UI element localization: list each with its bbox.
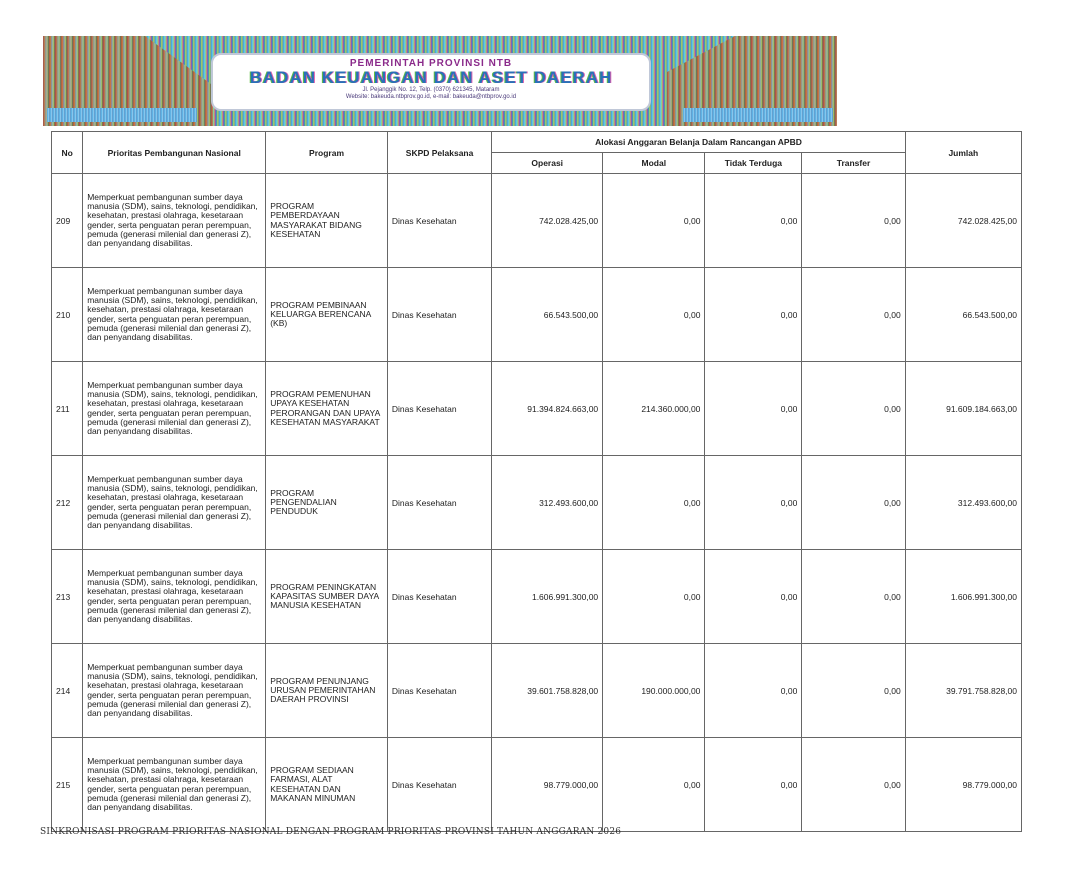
cell-prioritas: Memperkuat pembangunan sumber daya manusia (SDM), sains, teknologi, pendidikan, kesehatan, prestasi olahraga, kesetaraan gender, serta penguatan peran perempuan, pemuda (generasi milenial dan generasi Z), dan penyandang disabilitas. <box>83 456 266 550</box>
cell-operasi: 742.028.425,00 <box>492 174 603 268</box>
table-row <box>52 268 1022 362</box>
cell-modal: 0,00 <box>603 174 705 268</box>
cell-jumlah: 98.779.000,00 <box>905 738 1021 832</box>
cell-program: PROGRAM SEDIAAN FARMASI, ALAT KESEHATAN DAN MAKANAN MINUMAN <box>266 738 388 832</box>
cell-no: 215 <box>52 738 83 832</box>
cell-modal: 0,00 <box>603 738 705 832</box>
cell-no: 212 <box>52 456 83 550</box>
cell-modal: 214.360.000,00 <box>603 362 705 456</box>
banner-address-line-1: Jl. Pejanggik No. 12, Telp. (0370) 621345, Mataram <box>362 87 500 93</box>
cell-transfer: 0,00 <box>802 644 905 738</box>
cell-transfer: 0,00 <box>802 550 905 644</box>
cell-prioritas: Memperkuat pembangunan sumber daya manusia (SDM), sains, teknologi, pendidikan, kesehatan, prestasi olahraga, kesetaraan gender, serta penguatan peran perempuan, pemuda (generasi milenial dan generasi Z), dan penyandang disabilitas. <box>83 550 266 644</box>
banner-left-strip <box>47 108 197 122</box>
cell-modal: 0,00 <box>603 456 705 550</box>
cell-skpd: Dinas Kesehatan <box>387 550 491 644</box>
banner-right-strip <box>683 108 833 122</box>
header-alokasi-group: Alokasi Anggaran Belanja Dalam Rancangan APBD <box>492 132 905 153</box>
cell-tidak-terduga: 0,00 <box>705 174 802 268</box>
header-modal: Modal <box>603 153 705 174</box>
cell-no: 209 <box>52 174 83 268</box>
header-tidak-terduga: Tidak Terduga <box>705 153 802 174</box>
banner-subtitle: PEMERINTAH PROVINSI NTB <box>349 58 513 69</box>
cell-program: PROGRAM PENINGKATAN KAPASITAS SUMBER DAYA MANUSIA KESEHATAN <box>266 550 388 644</box>
cell-no: 210 <box>52 268 83 362</box>
banner-title-box <box>211 53 651 111</box>
cell-operasi: 1.606.991.300,00 <box>492 550 603 644</box>
cell-modal: 190.000.000,00 <box>603 644 705 738</box>
cell-tidak-terduga: 0,00 <box>705 362 802 456</box>
cell-program: PROGRAM PENGENDALIAN PENDUDUK <box>266 456 388 550</box>
cell-modal: 0,00 <box>603 268 705 362</box>
table-row <box>52 456 1022 550</box>
cell-transfer: 0,00 <box>802 738 905 832</box>
cell-no: 214 <box>52 644 83 738</box>
cell-transfer: 0,00 <box>802 268 905 362</box>
cell-prioritas: Memperkuat pembangunan sumber daya manusia (SDM), sains, teknologi, pendidikan, kesehatan, prestasi olahraga, kesetaraan gender, serta penguatan peran perempuan, pemuda (generasi milenial dan generasi Z), dan penyandang disabilitas. <box>83 174 266 268</box>
cell-jumlah: 39.791.758.828,00 <box>905 644 1021 738</box>
cell-jumlah: 312.493.600,00 <box>905 456 1021 550</box>
cell-tidak-terduga: 0,00 <box>705 738 802 832</box>
cell-transfer: 0,00 <box>802 174 905 268</box>
cell-operasi: 66.543.500,00 <box>492 268 603 362</box>
cell-operasi: 98.779.000,00 <box>492 738 603 832</box>
letterhead-banner <box>43 36 837 126</box>
cell-prioritas: Memperkuat pembangunan sumber daya manusia (SDM), sains, teknologi, pendidikan, kesehatan, prestasi olahraga, kesetaraan gender, serta penguatan peran perempuan, pemuda (generasi milenial dan generasi Z), dan penyandang disabilitas. <box>83 738 266 832</box>
cell-skpd: Dinas Kesehatan <box>387 174 491 268</box>
table-row <box>52 174 1022 268</box>
cell-program: PROGRAM PENUNJANG URUSAN PEMERINTAHAN DAERAH PROVINSI <box>266 644 388 738</box>
cell-program: PROGRAM PEMBERDAYAAN MASYARAKAT BIDANG KESEHATAN <box>266 174 388 268</box>
header-prioritas: Prioritas Pembangunan Nasional <box>83 132 266 174</box>
table-row <box>52 550 1022 644</box>
table-row <box>52 738 1022 832</box>
cell-operasi: 91.394.824.663,00 <box>492 362 603 456</box>
cell-prioritas: Memperkuat pembangunan sumber daya manusia (SDM), sains, teknologi, pendidikan, kesehatan, prestasi olahraga, kesetaraan gender, serta penguatan peran perempuan, pemuda (generasi milenial dan generasi Z), dan penyandang disabilitas. <box>83 644 266 738</box>
header-no: No <box>52 132 83 174</box>
header-operasi: Operasi <box>492 153 603 174</box>
cell-transfer: 0,00 <box>802 456 905 550</box>
cell-jumlah: 66.543.500,00 <box>905 268 1021 362</box>
cell-tidak-terduga: 0,00 <box>705 550 802 644</box>
cell-modal: 0,00 <box>603 550 705 644</box>
cell-operasi: 312.493.600,00 <box>492 456 603 550</box>
cell-program: PROGRAM PEMENUHAN UPAYA KESEHATAN PERORANGAN DAN UPAYA KESEHATAN MASYARAKAT <box>266 362 388 456</box>
table-header-row-1 <box>52 132 1022 153</box>
banner-title: BADAN KEUANGAN DAN ASET DAERAH <box>249 68 613 87</box>
cell-prioritas: Memperkuat pembangunan sumber daya manusia (SDM), sains, teknologi, pendidikan, kesehatan, prestasi olahraga, kesetaraan gender, serta penguatan peran perempuan, pemuda (generasi milenial dan generasi Z), dan penyandang disabilitas. <box>83 268 266 362</box>
cell-transfer: 0,00 <box>802 362 905 456</box>
cell-skpd: Dinas Kesehatan <box>387 268 491 362</box>
header-jumlah: Jumlah <box>905 132 1021 174</box>
cell-skpd: Dinas Kesehatan <box>387 738 491 832</box>
cell-jumlah: 91.609.184.663,00 <box>905 362 1021 456</box>
cell-no: 211 <box>52 362 83 456</box>
cell-tidak-terduga: 0,00 <box>705 268 802 362</box>
banner-address-line-2: Website: bakeuda.ntbprov.go.id, e-mail: bakeuda@ntbprov.go.id <box>345 94 517 100</box>
cell-program: PROGRAM PEMBINAAN KELUARGA BERENCANA (KB) <box>266 268 388 362</box>
table-row <box>52 362 1022 456</box>
cell-tidak-terduga: 0,00 <box>705 644 802 738</box>
header-transfer: Transfer <box>802 153 905 174</box>
budget-allocation-table <box>51 131 1022 832</box>
cell-skpd: Dinas Kesehatan <box>387 456 491 550</box>
cell-no: 213 <box>52 550 83 644</box>
cell-jumlah: 742.028.425,00 <box>905 174 1021 268</box>
cell-skpd: Dinas Kesehatan <box>387 362 491 456</box>
page-footer: SINKRONISASI PROGRAM PRIORITAS NASIONAL DENGAN PROGRAM PRIORITAS PROVINSI TAHUN ANGGARAN 2026 <box>40 827 622 837</box>
header-skpd: SKPD Pelaksana <box>387 132 491 174</box>
table-row <box>52 644 1022 738</box>
cell-operasi: 39.601.758.828,00 <box>492 644 603 738</box>
header-program: Program <box>266 132 388 174</box>
cell-jumlah: 1.606.991.300,00 <box>905 550 1021 644</box>
cell-prioritas: Memperkuat pembangunan sumber daya manusia (SDM), sains, teknologi, pendidikan, kesehatan, prestasi olahraga, kesetaraan gender, serta penguatan peran perempuan, pemuda (generasi milenial dan generasi Z), dan penyandang disabilitas. <box>83 362 266 456</box>
table-body <box>52 174 1022 832</box>
cell-skpd: Dinas Kesehatan <box>387 644 491 738</box>
cell-tidak-terduga: 0,00 <box>705 456 802 550</box>
